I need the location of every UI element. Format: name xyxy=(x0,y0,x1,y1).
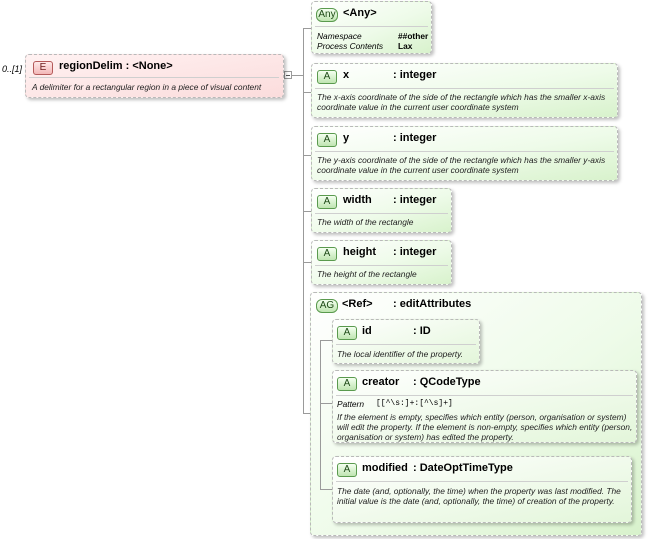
attribute-group-badge: AG xyxy=(316,299,338,313)
attribute-badge: A xyxy=(317,133,337,147)
separator xyxy=(315,213,448,214)
attribute-modified-box[interactable] xyxy=(332,456,632,523)
separator xyxy=(315,88,614,89)
attribute-group-ref: <Ref> xyxy=(342,298,373,310)
root-element-box[interactable] xyxy=(25,54,284,98)
attribute-description: The y-axis coordinate of the side of the rectangle which has the smaller y-axis coordinate value in the current user coordinate system xyxy=(317,155,606,175)
separator xyxy=(336,344,476,345)
connector-group-id xyxy=(320,340,332,341)
attribute-badge: A xyxy=(337,326,357,340)
attribute-type: : integer xyxy=(393,69,437,81)
separator xyxy=(336,481,628,482)
element-badge: E xyxy=(33,61,53,75)
separator xyxy=(315,265,448,266)
attribute-type: : QCodeType xyxy=(413,376,481,388)
attribute-name: height xyxy=(343,246,376,258)
attribute-description: The local identifier of the property. xyxy=(337,349,464,359)
separator xyxy=(315,151,614,152)
attribute-badge: A xyxy=(337,377,357,391)
attribute-x-box[interactable] xyxy=(311,63,618,118)
attribute-badge: A xyxy=(317,70,337,84)
attribute-type: : integer xyxy=(393,132,437,144)
attribute-name: x xyxy=(343,69,350,81)
connector-group-trunk xyxy=(320,340,321,490)
attribute-badge: A xyxy=(337,463,357,477)
attribute-description: The width of the rectangle xyxy=(317,217,414,227)
attribute-name: creator xyxy=(362,376,400,388)
attribute-height-box[interactable] xyxy=(311,240,452,285)
separator xyxy=(29,77,279,78)
attribute-type: : ID xyxy=(413,325,431,337)
attribute-description: The x-axis coordinate of the side of the rectangle which has the smaller x-axis coordinate value in the current user coordinate system xyxy=(317,92,606,112)
attribute-id-box[interactable] xyxy=(332,319,480,364)
attribute-name: width xyxy=(343,194,372,206)
occurrence-label: 0..[1] xyxy=(2,64,23,74)
any-title: <Any> xyxy=(343,7,377,19)
attribute-badge: A xyxy=(317,247,337,261)
root-element-title: regionDelim : <None> xyxy=(59,60,173,72)
any-badge: Any xyxy=(316,8,338,22)
attribute-description: The height of the rectangle xyxy=(317,269,417,279)
attribute-type: : integer xyxy=(393,194,437,206)
attribute-description: If the element is empty, specifies which entity (person, organisation or system) will edit the property. If the element is non-empty, specifies which entity (person, organisation or system) has edited the property. xyxy=(337,412,633,442)
attribute-name: id xyxy=(362,325,372,337)
process-contents-label: Process Contents xyxy=(317,41,384,51)
root-element-description: A delimiter for a rectangular region in a piece of visual content xyxy=(32,82,262,92)
pattern-label: Pattern xyxy=(337,399,365,409)
any-element-box[interactable] xyxy=(311,1,432,54)
separator xyxy=(336,395,633,396)
connector-group-creator xyxy=(320,403,332,404)
namespace-label: Namespace xyxy=(317,31,362,41)
attribute-name: y xyxy=(343,132,350,144)
attribute-type: : DateOptTimeType xyxy=(413,462,513,474)
attribute-group-name: : editAttributes xyxy=(393,298,472,310)
namespace-value: ##other xyxy=(398,31,429,41)
process-contents-value: Lax xyxy=(398,41,413,51)
attribute-width-box[interactable] xyxy=(311,188,452,233)
collapse-toggle-icon[interactable] xyxy=(284,71,292,79)
attribute-type: : integer xyxy=(393,246,437,258)
connector-vertical-trunk xyxy=(303,28,304,414)
attribute-name: modified xyxy=(362,462,408,474)
attribute-description: The date (and, optionally, the time) when the property was last modified. The initial value is the date (and, optionally, the time) of creation of the property. xyxy=(337,486,621,506)
attribute-group-box[interactable] xyxy=(310,292,642,536)
attribute-creator-box[interactable] xyxy=(332,370,637,443)
separator xyxy=(315,26,428,27)
attribute-badge: A xyxy=(317,195,337,209)
pattern-value: [[^\s:]+:[^\s]+] xyxy=(376,399,453,408)
connector-group-modified xyxy=(320,489,332,490)
attribute-y-box[interactable] xyxy=(311,126,618,181)
